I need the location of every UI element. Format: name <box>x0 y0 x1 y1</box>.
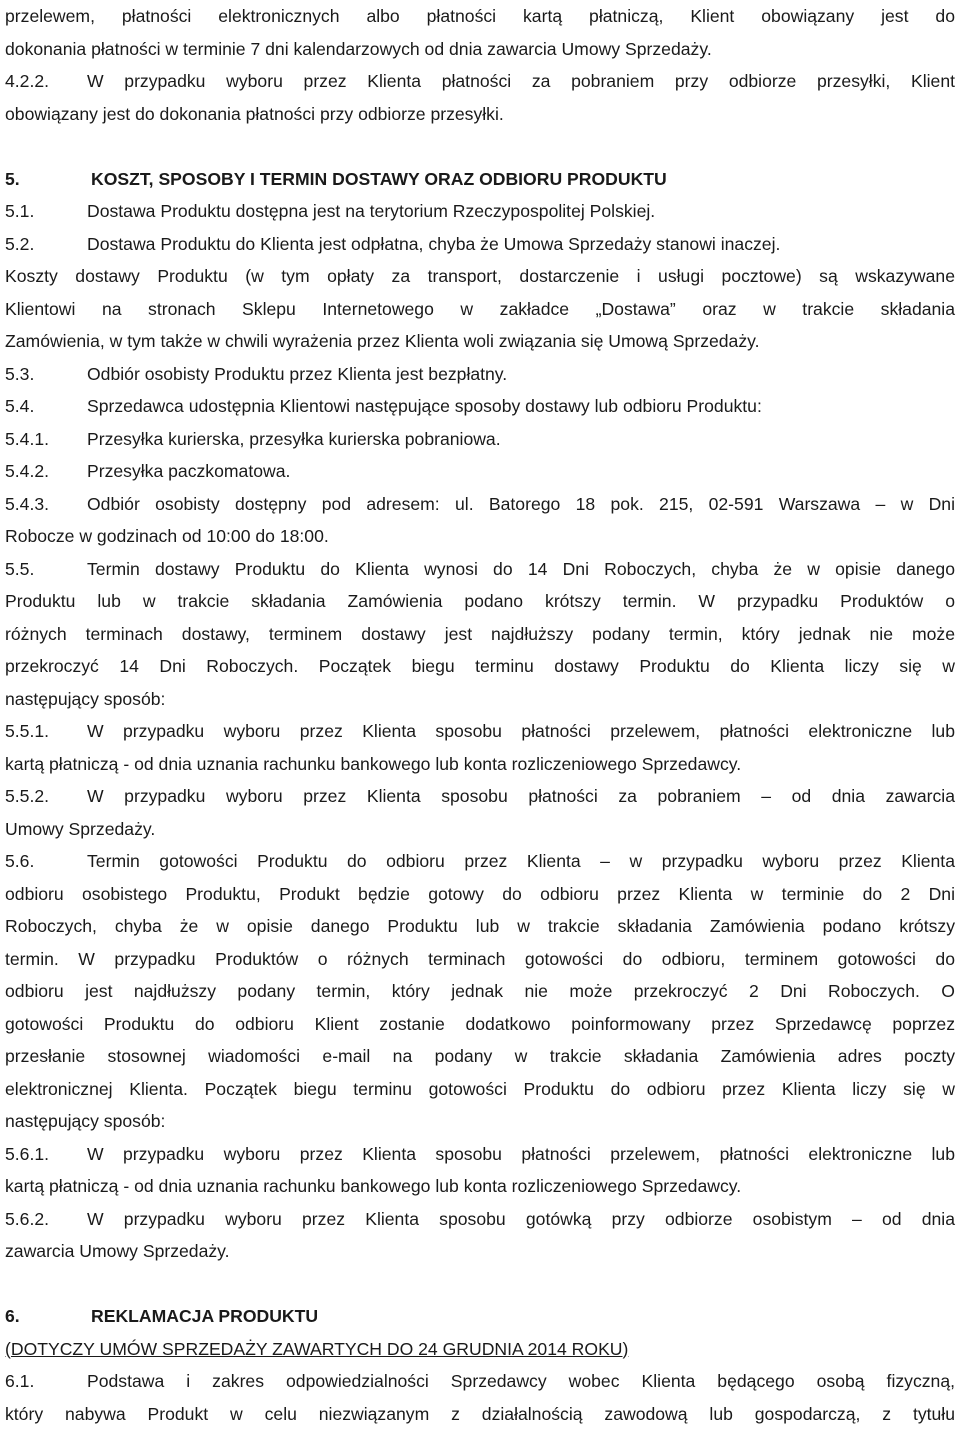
clause-number: 5.5.1. <box>5 721 50 741</box>
clause-number: 5.6.2. <box>5 1208 50 1229</box>
paragraph-line <box>5 650 955 683</box>
paragraph-line <box>5 260 955 293</box>
clause-5-4-1 <box>5 423 955 456</box>
paragraph-line <box>5 618 955 651</box>
clause-5-5 <box>5 553 955 586</box>
paragraph-line <box>5 0 955 33</box>
section-title: KOSZT, SPOSOBY I TERMIN DOSTAWY ORAZ ODBIORU PRODUKTU <box>91 168 667 189</box>
paragraph-line <box>5 1008 955 1041</box>
section-title: REKLAMACJA PRODUKTU <box>91 1306 319 1326</box>
line-text: dokonania płatności w terminie 7 dni kalendarzowych od dnia zawarcia Umowy Sprzedaży. <box>5 38 712 59</box>
clause-number: 6.1. <box>5 1371 35 1391</box>
line-text: Robocze w godzinach od 10:00 do 18:00. <box>5 526 329 546</box>
clause-number: 5.3. <box>5 363 35 384</box>
line-text: Zamówienia, w tym także w chwili wyrażenia przez Klienta woli związania się Umową Sprzedaży. <box>5 331 760 351</box>
clause-number: 4.2.2. <box>5 71 50 91</box>
clause-number: 5.5. <box>5 558 35 579</box>
clause-number: 5.6.1. <box>5 1143 50 1164</box>
clause-number: 5.4.2. <box>5 461 50 481</box>
line-text: Umowy Sprzedaży. <box>5 818 156 839</box>
line-text: przesłanie stosownej wiadomości e-mail na podany w trakcie składania Zamówienia adres poczty <box>5 1046 955 1066</box>
line-text: przekroczyć 14 Dni Roboczych. Początek biegu terminu dostawy Produktu do Klienta liczy się w <box>5 656 955 676</box>
paragraph-line <box>5 683 955 716</box>
line-text: kartą płatniczą - od dnia uznania rachunku bankowego lub konta rozliczeniowego Sprzedawcy. <box>5 1176 742 1196</box>
clause-number: 5.1. <box>5 201 35 221</box>
paragraph-line <box>5 98 955 131</box>
line-text: W przypadku wyboru przez Klienta sposobu płatności przelewem, płatności elektroniczne lub <box>87 1143 955 1164</box>
line-text: Termin dostawy Produktu do Klienta wynosi do 14 Dni Roboczych, chyba że w opisie danego <box>87 558 955 579</box>
line-text: różnych terminach dostawy, terminem dostawy jest najdłuższy podany termin, który jednak nie może <box>5 623 955 644</box>
line-text: Produktu lub w trakcie składania Zamówienia podano krótszy termin. W przypadku Produktów o <box>5 591 955 611</box>
line-text: Przesyłka kurierska, przesyłka kurierska pobraniowa. <box>87 428 501 449</box>
line-text: który nabywa Produkt w celu niezwiązanym z działalnością zawodową lub gospodarczą, z tytułu <box>5 1403 955 1424</box>
paragraph-line <box>5 585 955 618</box>
clause-6-1 <box>5 1365 955 1398</box>
paragraph-line <box>5 975 955 1008</box>
paragraph-line <box>5 748 955 781</box>
paragraph-line <box>5 910 955 943</box>
line-text: Dostawa Produktu do Klienta jest odpłatna, chyba że Umowa Sprzedaży stanowi inaczej. <box>87 233 781 254</box>
clause-5-2 <box>5 228 955 261</box>
paragraph-line <box>5 878 955 911</box>
section-number: 6. <box>5 1306 20 1326</box>
clause-number: 5.5.2. <box>5 786 50 806</box>
line-text: odbioru osobistego Produktu, Produkt będzie gotowy do odbioru przez Klienta w terminie do 2 Dni <box>5 883 955 904</box>
paragraph-line <box>5 1398 955 1431</box>
line-text: Sprzedawca udostępnia Klientowi następujące sposoby dostawy lub odbioru Produktu: <box>87 396 762 416</box>
paragraph-line <box>5 1073 955 1106</box>
section-heading-6 <box>5 1300 955 1333</box>
clause-5-1 <box>5 195 955 228</box>
line-text: następujący sposób: <box>5 1111 166 1131</box>
clause-5-4-2 <box>5 455 955 488</box>
line-text: W przypadku wyboru przez Klienta sposobu płatności przelewem, płatności elektroniczne lub <box>87 721 955 741</box>
spacer <box>5 1268 955 1301</box>
clause-number: 5.4.1. <box>5 428 50 449</box>
line-text: Klientowi na stronach Sklepu Internetowego w zakładce „Dostawa” oraz w trakcie składania <box>5 298 955 319</box>
clause-number: 5.4. <box>5 396 35 416</box>
line-text: następujący sposób: <box>5 688 166 709</box>
line-text: kartą płatniczą - od dnia uznania rachunku bankowego lub konta rozliczeniowego Sprzedawcy. <box>5 753 742 774</box>
clause-5-6-2 <box>5 1203 955 1236</box>
section-number: 5. <box>5 168 20 189</box>
line-text: Odbiór osobisty dostępny pod adresem: ul. Batorego 18 pok. 215, 02-591 Warszawa – w Dni <box>87 493 955 514</box>
clause-5-4-3 <box>5 488 955 521</box>
line-text: (DOTYCZY UMÓW SPRZEDAŻY ZAWARTYCH DO 24 GRUDNIA 2014 ROKU) <box>5 1338 629 1359</box>
paragraph-line <box>5 33 955 66</box>
paragraph-line <box>5 520 955 553</box>
section-subtitle <box>5 1333 955 1366</box>
paragraph-line <box>5 813 955 846</box>
paragraph-line <box>5 325 955 358</box>
clause-number: 5.6. <box>5 851 35 871</box>
line-text: W przypadku wyboru przez Klienta sposobu gotówką przy odbiorze osobistym – od dnia <box>87 1208 955 1229</box>
clause-number: 5.2. <box>5 233 35 254</box>
line-text: W przypadku wyboru przez Klienta sposobu płatności za pobraniem – od dnia zawarcia <box>87 786 955 806</box>
line-text: zawarcia Umowy Sprzedaży. <box>5 1241 230 1261</box>
clause-4-2-2 <box>5 65 955 98</box>
section-heading-5 <box>5 163 955 196</box>
paragraph-line <box>5 1040 955 1073</box>
line-text: termin. W przypadku Produktów o różnych terminach gotowości do odbioru, terminem gotowości do <box>5 948 955 969</box>
line-text: Odbiór osobisty Produktu przez Klienta jest bezpłatny. <box>87 363 508 384</box>
paragraph-line <box>5 943 955 976</box>
paragraph-line <box>5 1170 955 1203</box>
clause-5-5-1 <box>5 715 955 748</box>
line-text: Podstawa i zakres odpowiedzialności Sprzedawcy wobec Klienta będącego osobą fizyczną, <box>87 1371 955 1391</box>
paragraph-line <box>5 1235 955 1268</box>
line-text: przelewem, płatności elektronicznych albo płatności kartą płatniczą, Klient obowiązany jest do <box>5 6 955 26</box>
spacer <box>5 130 955 163</box>
clause-5-5-2 <box>5 780 955 813</box>
line-text: Termin gotowości Produktu do odbioru przez Klienta – w przypadku wyboru przez Klienta <box>87 851 955 871</box>
clause-5-4 <box>5 390 955 423</box>
clause-5-6 <box>5 845 955 878</box>
line-text: W przypadku wyboru przez Klienta płatności za pobraniem przy odbiorze przesyłki, Klient <box>87 71 955 91</box>
line-text: Dostawa Produktu dostępna jest na terytorium Rzeczypospolitej Polskiej. <box>87 201 656 221</box>
clause-5-3 <box>5 358 955 391</box>
line-text: Przesyłka paczkomatowa. <box>87 461 291 481</box>
line-text: obowiązany jest do dokonania płatności przy odbiorze przesyłki. <box>5 103 504 124</box>
line-text: odbioru jest najdłuższy podany termin, który jednak nie może przekroczyć 2 Dni Roboczych. O <box>5 981 955 1001</box>
clause-5-6-1 <box>5 1138 955 1171</box>
line-text: Koszty dostawy Produktu (w tym opłaty za transport, dostarczenie i usługi pocztowe) są wskazywane <box>5 266 955 286</box>
line-text: elektronicznej Klienta. Początek biegu terminu gotowości Produktu do odbioru przez Klienta liczy się w <box>5 1078 955 1099</box>
clause-number: 5.4.3. <box>5 493 50 514</box>
paragraph-line <box>5 1105 955 1138</box>
line-text: Roboczych, chyba że w opisie danego Produktu lub w trakcie składania Zamówienia podano krótszy <box>5 916 955 936</box>
line-text: gotowości Produktu do odbioru Klient zostanie dodatkowo poinformowany przez Sprzedawcę poprzez <box>5 1013 955 1034</box>
paragraph-line <box>5 293 955 326</box>
